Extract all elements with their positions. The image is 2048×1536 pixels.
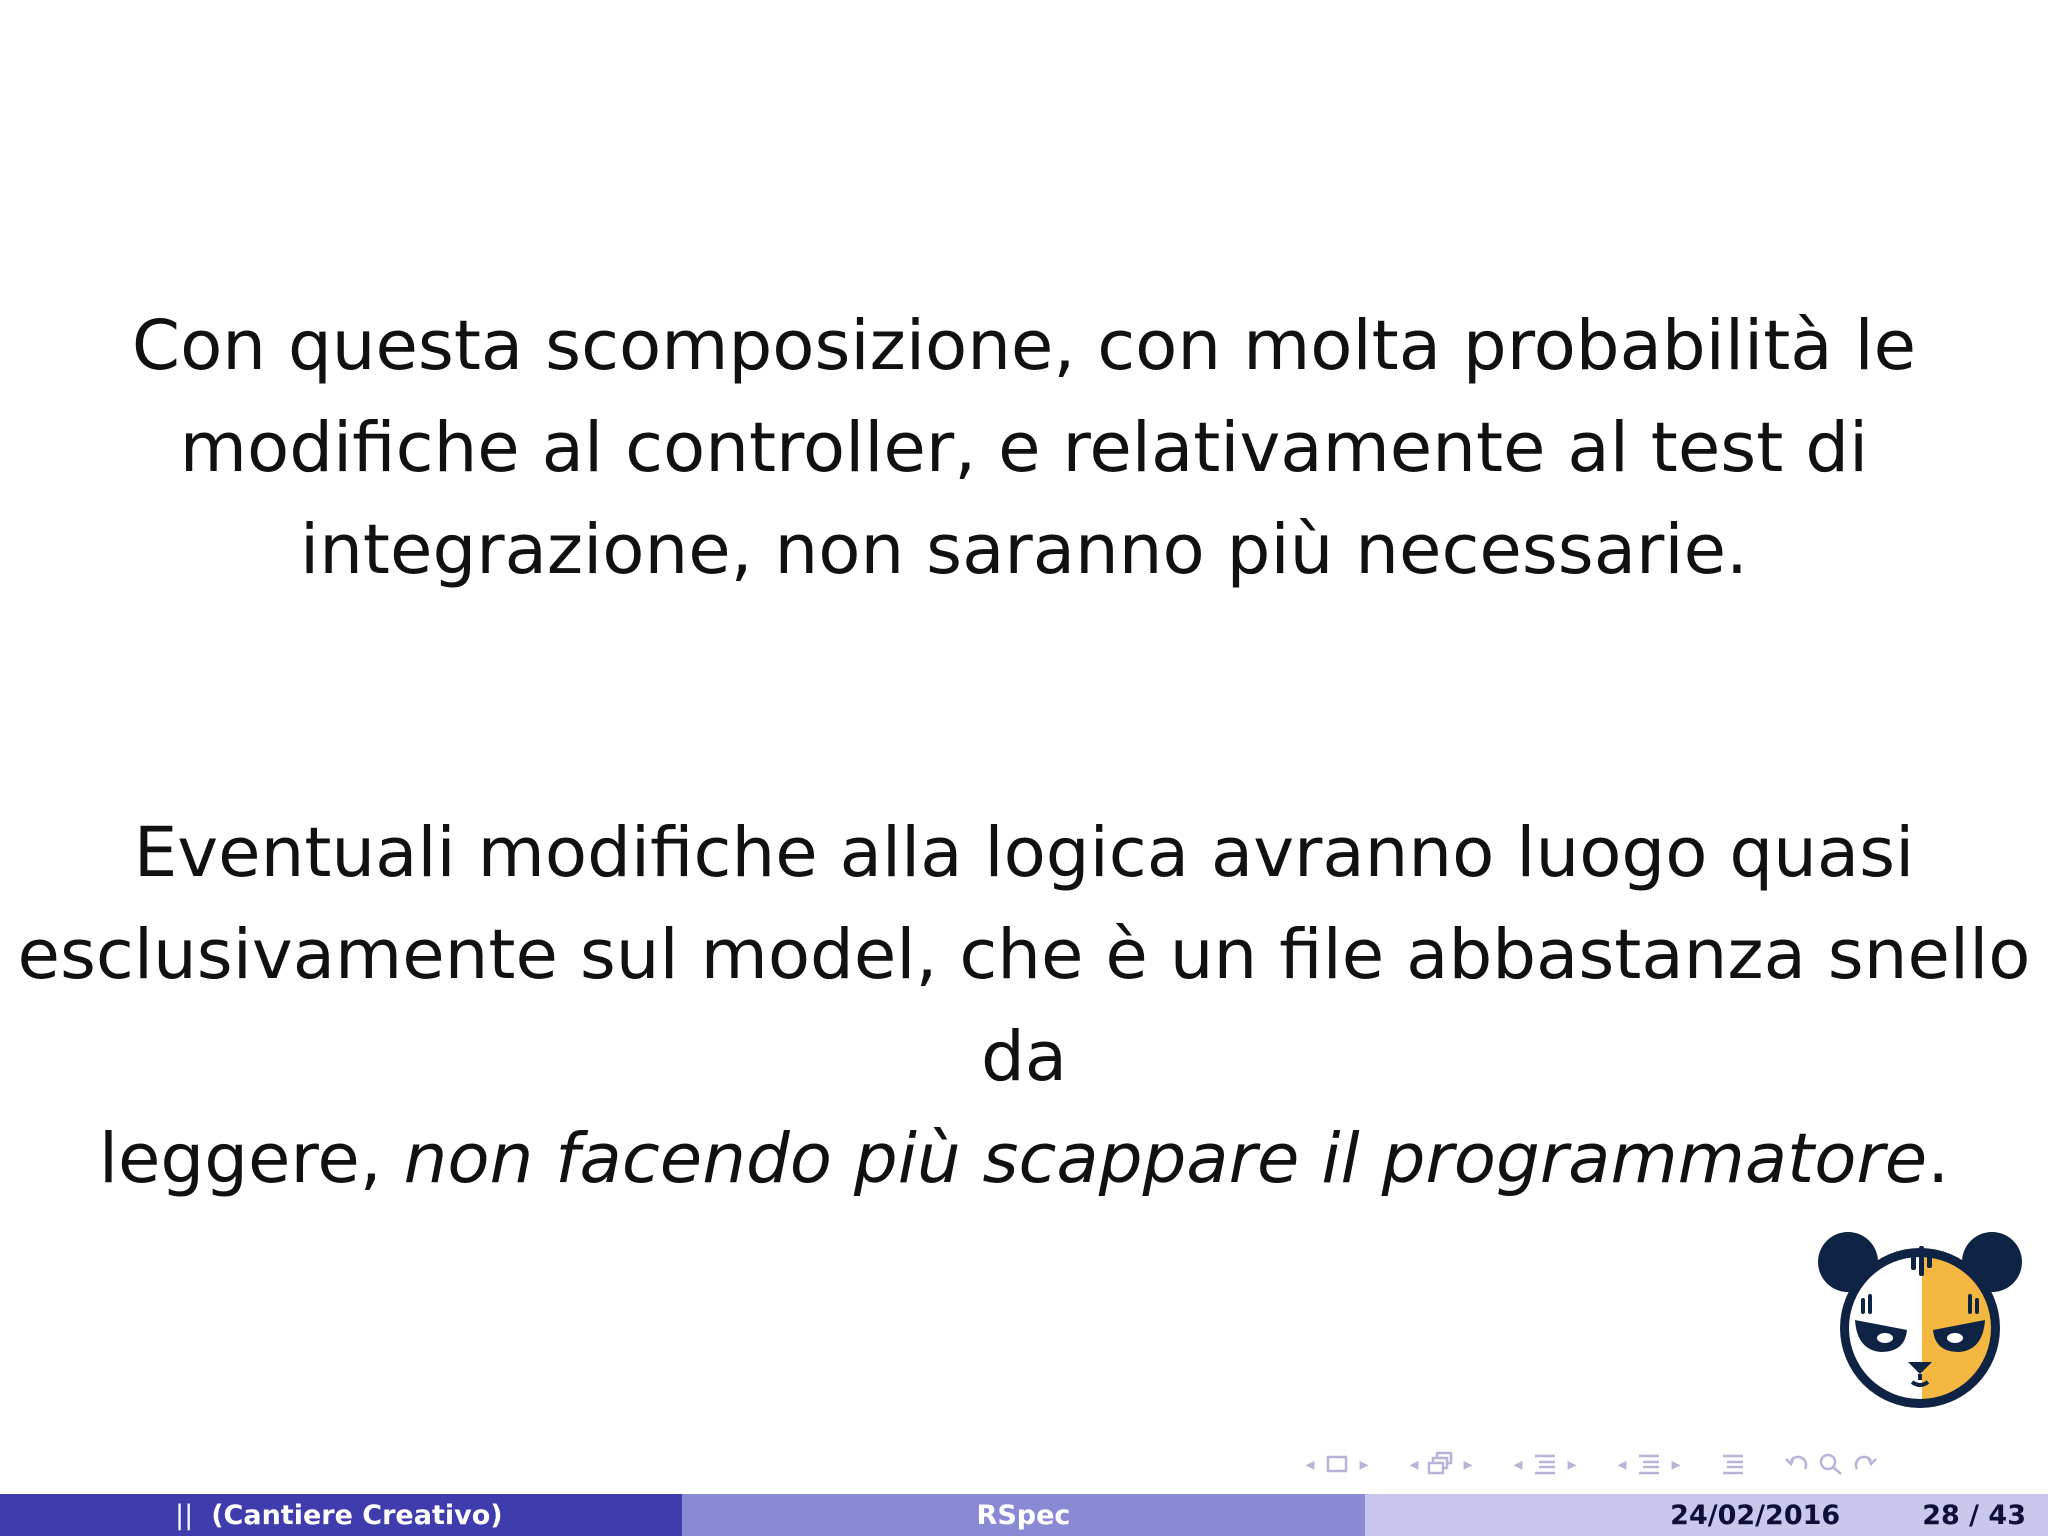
nav-section-prev[interactable]: ◂ xyxy=(1513,1453,1523,1475)
footer-author xyxy=(0,1494,682,1536)
footer-page-number: 28 / 43 xyxy=(1922,1499,2026,1531)
panda-logo-icon xyxy=(1815,1228,2025,1408)
paragraph-1-line-2: modifiche al controller, e relativamente al test di xyxy=(179,408,1869,488)
forehead-mark-3 xyxy=(1927,1252,1932,1268)
left-eye xyxy=(1877,1333,1893,1343)
paragraph-2 xyxy=(0,802,2048,1210)
nav-subsection-icon[interactable] xyxy=(1424,1449,1458,1479)
nav-slide-next[interactable]: ▸ xyxy=(1671,1453,1681,1475)
nav-frame-icon[interactable] xyxy=(1320,1449,1354,1479)
nav-slide-prev[interactable]: ◂ xyxy=(1617,1453,1627,1475)
brow-mark-right-2 xyxy=(1968,1294,1972,1314)
paragraph-2-line-2: esclusivamente sul model, che è un file abbastanza snello da xyxy=(17,915,2031,1097)
paragraph-1-line-1: Con questa scomposizione, con molta probabilità le xyxy=(131,306,1917,386)
nav-subsection-prev[interactable]: ◂ xyxy=(1409,1453,1419,1475)
paragraph-1-line-3: integrazione, non saranno più necessarie. xyxy=(300,510,1748,590)
forehead-mark-1 xyxy=(1911,1250,1916,1270)
nav-frame-next[interactable]: ▸ xyxy=(1359,1453,1369,1475)
footer-date: 24/02/2016 xyxy=(1670,1499,1841,1531)
nav-section-icon[interactable] xyxy=(1528,1449,1562,1479)
nav-back-icon[interactable] xyxy=(1780,1449,1814,1479)
brow-mark-left-2 xyxy=(1868,1294,1872,1314)
paragraph-2-line-3-end: . xyxy=(1927,1119,1950,1199)
footer-info xyxy=(1365,1494,2048,1536)
footer-title-text: RSpec xyxy=(976,1499,1071,1531)
nav-search-group xyxy=(1780,1449,1882,1479)
paragraph-2-line-3-plain: leggere, xyxy=(98,1119,404,1199)
nav-frame-group xyxy=(1300,1449,1374,1479)
nav-frame-prev[interactable]: ◂ xyxy=(1305,1453,1315,1475)
nav-search-icon[interactable] xyxy=(1814,1449,1848,1479)
footer-title xyxy=(682,1494,1365,1536)
footer-separator: || xyxy=(175,1499,194,1531)
nav-section-next[interactable]: ▸ xyxy=(1567,1453,1577,1475)
paragraph-2-line-3 xyxy=(0,1108,2048,1210)
paragraph-2-emphasis: non facendo più scappare il programmatore xyxy=(403,1119,1928,1199)
brow-mark-left-1 xyxy=(1861,1298,1865,1314)
nav-slide-group xyxy=(1612,1449,1686,1479)
brow-mark-right-1 xyxy=(1975,1298,1979,1314)
nav-subsection-next[interactable]: ▸ xyxy=(1463,1453,1473,1475)
footer-author-name: (Cantiere Creativo) xyxy=(211,1499,503,1531)
nav-forward-icon[interactable] xyxy=(1848,1449,1882,1479)
right-eye xyxy=(1947,1333,1963,1343)
nav-subsection-group xyxy=(1404,1449,1478,1479)
forehead-mark-2 xyxy=(1919,1246,1924,1276)
nav-toc-icon[interactable] xyxy=(1716,1449,1750,1479)
paragraph-2-line-1: Eventuali modifiche alla logica avranno luogo quasi xyxy=(133,813,1915,893)
nav-section-group xyxy=(1508,1449,1582,1479)
navigation-bar xyxy=(1300,1446,2040,1482)
footer xyxy=(0,1494,2048,1536)
nav-toc-group xyxy=(1716,1449,1750,1479)
nav-slide-icon[interactable] xyxy=(1632,1449,1666,1479)
paragraph-1 xyxy=(0,295,2048,601)
